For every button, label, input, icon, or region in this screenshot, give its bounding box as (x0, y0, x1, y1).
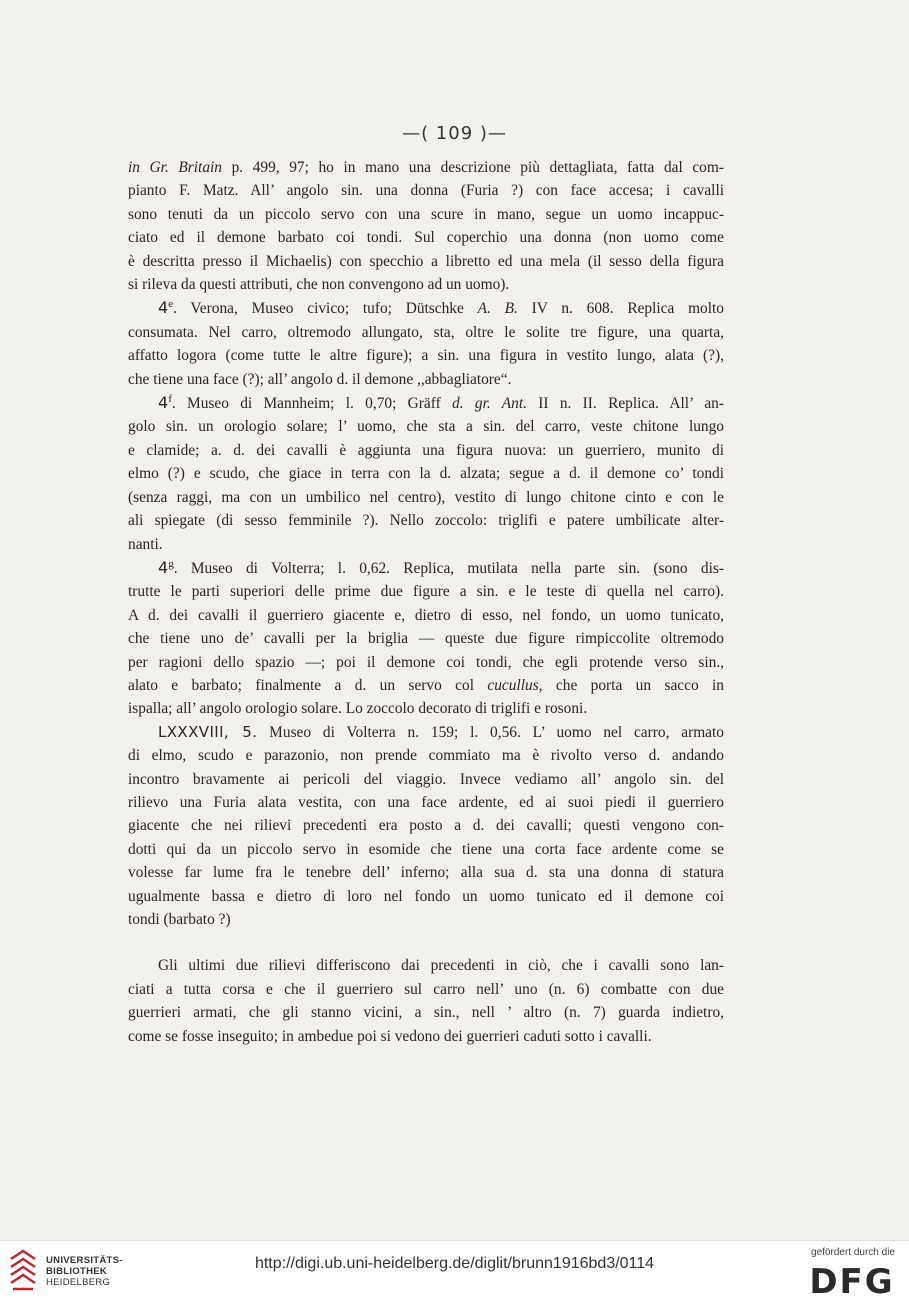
text-line (128, 415, 724, 438)
library-name-line: BIBLIOTHEK (46, 1266, 108, 1277)
text-line (128, 203, 724, 226)
line-text: di elmo, scudo e parazonio, non prende commiato ma è rivolto verso d. andando (128, 747, 724, 765)
entry-number: 4 (158, 298, 169, 318)
line-text: (senza raggi, ma con un umbilico nel centro), vestito di lungo chitone cinto e con le (128, 488, 724, 506)
line-text: per ragioni dello spazio —; poi il demone coi tondi, che egli protende verso sin., (128, 653, 724, 671)
line-text: Museo di Volterra n. 159; l. 0,56. L’ uomo nel carro, armato (257, 723, 724, 741)
text-line (128, 462, 724, 485)
text-line (128, 954, 724, 977)
text-line (128, 744, 724, 767)
line-text: sono tenuti da un piccolo servo con una scure in mano, segue un uomo incappuc- (128, 205, 724, 223)
line-text: come se fosse inseguito; in ambedue poi si vedono dei guerrieri caduti sotto i cavalli. (128, 1027, 652, 1045)
paragraph (128, 721, 724, 932)
text-line (128, 296, 724, 320)
line-text: volesse far lume fra le tenebre dell’ inferno; alla sua d. sta una donna di statura (128, 864, 724, 882)
paragraph (128, 391, 724, 556)
line-text: . Museo di Mannheim; l. 0,70; Gräff (171, 395, 453, 413)
entry-suffix: g (168, 557, 174, 570)
text-line (128, 674, 724, 697)
text-line (128, 721, 724, 744)
line-text: trutte le parti superiori delle prime due figure a sin. e le teste di quella nel carro). (128, 583, 724, 601)
line-text: ispalla; all’ angolo orologio solare. Lo zoccolo decorato di triglifi e rosoni. (128, 700, 588, 718)
line-text: p. 499, 97; ho in mano una descrizione più dettagliata, fatta dal com- (222, 159, 724, 176)
text-line (128, 368, 724, 391)
line-text: che tiene una face (?); all’ angolo d. il demone ,,abbagliatore“. (128, 370, 512, 388)
line-text: ali spiegate (di sesso femminile ?). Nello zoccolo: triglifi e patere umbilicate alter- (128, 512, 724, 530)
library-name-line: HEIDELBERG (46, 1277, 111, 1288)
line-text: consumata. Nel carro, oltremodo allungato, sta, oltre le solite tre figure, una quarta, (128, 323, 724, 341)
text-line (128, 908, 724, 931)
text-line (128, 791, 724, 814)
library-name-line: UNIVERSITÄTS- (46, 1255, 123, 1266)
entry-suffix: f (168, 392, 172, 405)
text-line (128, 768, 724, 791)
line-text: è descritta presso il Michaelis) con specchio a libretto ed una mela (il sesso della figura (128, 252, 724, 270)
line-text: dotti qui da un piccolo servo in esomide che tiene una corta face ardente come se (128, 840, 724, 858)
line-text: . Museo di Volterra; l. 0,62. Replica, mutilata nella parte sin. (sono dis- (173, 559, 724, 577)
italic-citation: d. gr. Ant. (452, 395, 527, 413)
page-number: —( 109 )— (402, 123, 507, 144)
line-text: si rileva da questi attributi, che non convengono ad un uomo). (128, 276, 510, 294)
text-line (128, 439, 724, 462)
line-text: . Verona, Museo civico; tufo; Dütschke (173, 300, 478, 318)
line-text: guerrieri armati, che gli stanno vicini, a sin., nell ’ altro (n. 7) guarda indietro, (128, 1004, 724, 1022)
line-text: ciato ed il demone barbato coi tondi. Sul coperchio una donna (non uomo come (128, 229, 724, 247)
paragraph (128, 556, 724, 721)
line-text: alato e barbato; finalmente a d. un servo col (128, 676, 488, 694)
paragraph-gap (128, 931, 724, 954)
dfg-logo-icon (809, 1261, 895, 1297)
text-line (128, 627, 724, 650)
text-line (128, 885, 724, 908)
line-text: A d. dei cavalli il guerriero giacente e, dietro di esso, nel fondo, un uomo tunicato, (128, 606, 724, 624)
entry-number: 4 (158, 557, 169, 577)
entry-number: 4 (158, 393, 169, 413)
text-line (128, 604, 724, 627)
italic-citation: in Gr. Britain (128, 159, 222, 176)
dfg-funding-label: gefördert durch die (811, 1247, 895, 1258)
paragraph (128, 296, 724, 391)
text-line (128, 179, 724, 202)
text-line (128, 533, 724, 556)
line-text: e clamide; a. d. dei cavalli è aggiunta una figura nuova: un guerriero, munito di (128, 441, 724, 459)
paragraph (128, 156, 724, 296)
text-line (128, 250, 724, 273)
text-line (128, 486, 724, 509)
text-line (128, 321, 724, 344)
line-text: giacente che nei rilievi precedenti era posto a d. dei cavalli; questi vengono con- (128, 817, 724, 835)
entry-suffix: e (168, 298, 174, 311)
line-text: Gli ultimi due rilievi differiscono dai precedenti in ciò, che i cavalli sono lan- (158, 957, 724, 975)
text-line (128, 156, 724, 179)
line-text: tondi (barbato ?) (128, 911, 231, 928)
text-line (128, 814, 724, 837)
line-text: IV n. 608. Replica molto (517, 300, 724, 318)
text-line (128, 978, 724, 1001)
text-line (128, 861, 724, 884)
permalink-url[interactable]: http://digi.ub.uni-heidelberg.de/diglit/brunn1916bd3/0114 (254, 1255, 655, 1272)
text-line (128, 580, 724, 603)
line-text: che porta un sacco in (542, 676, 724, 694)
text-line (128, 273, 724, 296)
line-text: golo sin. un orologio solare; l’ uomo, che sta a sin. del carro, veste chitone lungo (128, 418, 724, 436)
line-text: che tiene uno de’ cavalli per la briglia — queste due figure rimpiccolite oltremodo (128, 630, 724, 648)
line-text: ugualmente bassa e dietro di loro nel fondo un uomo tunicato ed il demone coi (128, 887, 724, 905)
text-line (128, 344, 724, 367)
line-text: rilievo una Furia alata vestita, con una face ardente, ed ai suoi piedi il guerriero (128, 793, 724, 811)
line-text: II n. II. Replica. All’ an- (526, 395, 724, 413)
line-text: affatto logora (come tutte le altre figure); a sin. una figura in vestito lungo, alata (?), (128, 347, 724, 365)
paragraph (128, 954, 724, 1048)
text-line (128, 697, 724, 720)
text-line (128, 1025, 724, 1048)
text-line (128, 1001, 724, 1024)
line-text: elmo (?) e scudo, che giace in terra con la d. alzata; segue a d. il demone co’ tondi (128, 465, 724, 483)
text-line (128, 509, 724, 532)
line-text: incontro bravamente ai pericoli del viaggio. Invece vediamo all’ angolo sin. del (128, 770, 724, 788)
italic-citation: cucullus, (487, 676, 543, 694)
text-line (128, 838, 724, 861)
dfg-logo-text: DFG (809, 1262, 895, 1297)
text-line (128, 391, 724, 415)
text-line (128, 556, 724, 580)
text-line (128, 226, 724, 249)
text-line (128, 651, 724, 674)
line-text: pianto F. Matz. All’ angolo sin. una donna (Furia ?) con face accesa; i cavalli (128, 182, 724, 200)
line-text: ciati a tutta corsa e che il guerriero sul carro nell’ uno (n. 6) combatte con due (128, 980, 724, 998)
line-text: nanti. (128, 535, 163, 553)
body-text (128, 156, 724, 1048)
plate-reference: LXXXVIII, 5. (158, 722, 258, 741)
italic-citation: A. B. (477, 300, 518, 318)
footer-bar (0, 1240, 909, 1304)
